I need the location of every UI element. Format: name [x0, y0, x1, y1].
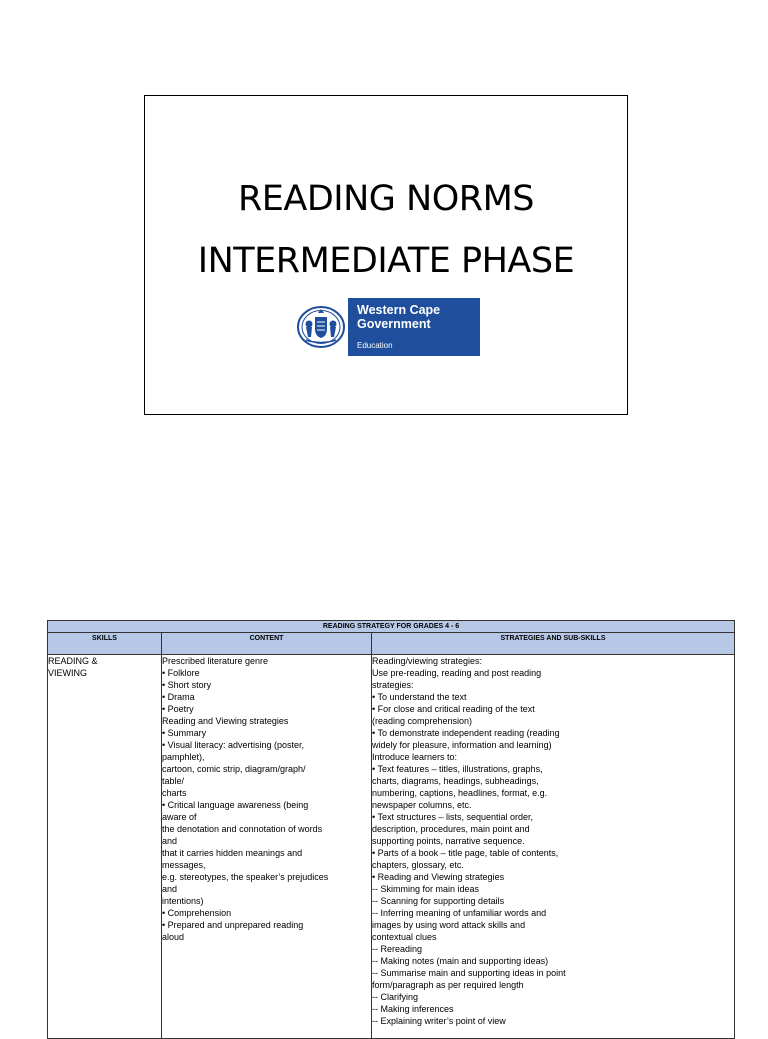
- content-line: • Poetry: [162, 704, 194, 714]
- strategy-line: form/paragraph as per required length: [372, 980, 524, 990]
- strategy-line: description, procedures, main point and: [372, 824, 530, 834]
- table-title-row: [48, 621, 735, 633]
- content-cell: [162, 655, 372, 1039]
- strategy-line: -- Rereading: [372, 944, 423, 954]
- strategy-line: Reading/viewing strategies:: [372, 656, 483, 666]
- strategy-line: newspaper columns, etc.: [372, 800, 472, 810]
- content-line: table/: [162, 776, 185, 786]
- content-line: aloud: [162, 932, 185, 942]
- content-line: • Prepared and unprepared reading: [162, 920, 304, 930]
- content-line: • Visual literacy: advertising (poster,: [162, 740, 305, 750]
- strategy-line: • For close and critical reading of the text: [372, 704, 535, 714]
- strategy-line: • Reading and Viewing strategies: [372, 872, 505, 882]
- strategy-line: -- Clarifying: [372, 992, 419, 1002]
- strategy-line: -- Summarise main and supporting ideas in point: [372, 968, 566, 978]
- content-line: and: [162, 836, 178, 846]
- content-line: the denotation and connotation of words: [162, 824, 323, 834]
- content-line: Prescribed literature genre: [162, 656, 269, 666]
- content-line: Reading and Viewing strategies: [162, 716, 289, 726]
- content-line: aware of: [162, 812, 197, 822]
- content-line: messages,: [162, 860, 206, 870]
- content-line: • Summary: [162, 728, 207, 738]
- strategy-line: supporting points, narrative sequence.: [372, 836, 525, 846]
- skills-line: VIEWING: [48, 668, 88, 678]
- reading-strategy-table: [47, 620, 735, 1039]
- cover-title-line1: READING NORMS: [237, 179, 535, 219]
- content-line: cartoon, comic strip, diagram/graph/: [162, 764, 306, 774]
- column-header-strategies: STRATEGIES AND SUB-SKILLS: [372, 633, 735, 655]
- content-line: • Drama: [162, 692, 195, 702]
- column-header-skills: SKILLS: [48, 633, 162, 655]
- content-line: and: [162, 884, 178, 894]
- strategy-line: • Text features – titles, illustrations, graphs,: [372, 764, 543, 774]
- strategy-line: -- Skimming for main ideas: [372, 884, 480, 894]
- cover-title-line2: INTERMEDIATE PHASE: [197, 241, 575, 281]
- western-cape-government-logo: [293, 298, 480, 356]
- strategy-line: -- Making notes (main and supporting ideas): [372, 956, 549, 966]
- strategy-line: -- Inferring meaning of unfamiliar words and: [372, 908, 547, 918]
- content-line: • Critical language awareness (being: [162, 800, 309, 810]
- strategy-line: • To understand the text: [372, 692, 467, 702]
- skills-cell: [48, 655, 162, 1039]
- strategy-line: strategies:: [372, 680, 414, 690]
- content-line: charts: [162, 788, 187, 798]
- logo-subtitle: Education: [357, 341, 393, 350]
- strategy-line: (reading comprehension): [372, 716, 473, 726]
- strategy-line: chapters, glossary, etc.: [372, 860, 464, 870]
- strategy-line: -- Explaining writer’s point of view: [372, 1016, 506, 1026]
- strategy-line: • To demonstrate independent reading (reading: [372, 728, 560, 738]
- table-row: [48, 655, 735, 1039]
- content-line: e.g. stereotypes, the speaker’s prejudices: [162, 872, 329, 882]
- logo-line1: Western Cape: [357, 303, 441, 317]
- content-line: intentions): [162, 896, 204, 906]
- strategies-cell: [372, 655, 735, 1039]
- content-line: • Short story: [162, 680, 212, 690]
- strategy-line: numbering, captions, headlines, format, e.g.: [372, 788, 548, 798]
- strategy-line: -- Making inferences: [372, 1004, 454, 1014]
- cover-page: [144, 95, 628, 415]
- coat-of-arms-icon: [293, 298, 348, 356]
- strategy-line: Introduce learners to:: [372, 752, 458, 762]
- content-line: • Folklore: [162, 668, 200, 678]
- strategy-line: Use pre-reading, reading and post reading: [372, 668, 542, 678]
- skills-line: READING &: [48, 656, 98, 666]
- logo-line2: Government: [357, 317, 431, 331]
- strategy-line: • Text structures – lists, sequential order,: [372, 812, 534, 822]
- table-header-row: [48, 633, 735, 655]
- content-line: that it carries hidden meanings and: [162, 848, 303, 858]
- strategy-line: • Parts of a book – title page, table of contents,: [372, 848, 559, 858]
- content-line: pamphlet),: [162, 752, 205, 762]
- strategy-line: -- Scanning for supporting details: [372, 896, 505, 906]
- logo-wordmark: [348, 298, 480, 356]
- column-header-content: CONTENT: [162, 633, 372, 655]
- strategy-line: widely for pleasure, information and learning): [372, 740, 552, 750]
- content-line: • Comprehension: [162, 908, 232, 918]
- table-title: READING STRATEGY FOR GRADES 4 - 6: [48, 621, 735, 633]
- strategy-line: contextual clues: [372, 932, 437, 942]
- strategy-line: charts, diagrams, headings, subheadings,: [372, 776, 539, 786]
- strategy-line: images by using word attack skills and: [372, 920, 526, 930]
